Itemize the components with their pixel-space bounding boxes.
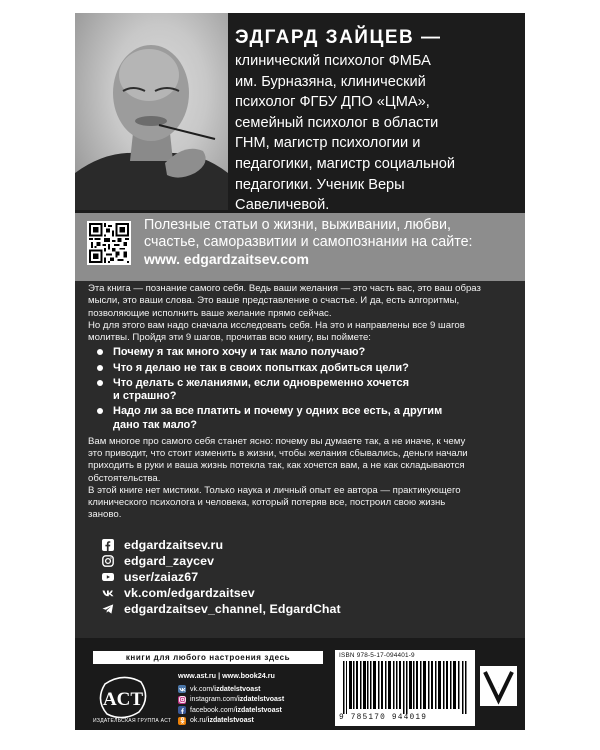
paragraph-line: приходить в руки и ваша жизнь потекла так, как хочется вам, а не как складываются [88,460,465,472]
cover-panel [75,13,525,730]
paragraph-line: Вам многое про самого себя станет ясно: почему вы думаете так, а не иначе, к чему [88,435,466,447]
author-bio-line: семейный психолог в области [235,114,439,131]
question-item: Почему я так много хочу и так мало получаю? [97,346,518,359]
author-bio-line: психолог ФГБУ ДПО «ЦМА», [235,94,430,111]
qr-code[interactable] [87,221,131,265]
questions-list [97,346,518,431]
paragraph-line: Но для этого вам надо сначала исследовать себя. На это и направлены все 9 шагов [88,319,465,331]
author-portrait-illustration [75,13,228,210]
social-link-text: edgard_zaycev [124,554,215,568]
author-bio [235,51,519,216]
publisher-link-vk[interactable]: vk.com/izdatelstvoast [178,684,284,695]
social-link-text: user/zaiaz67 [124,570,199,584]
barcode-bars-icon [343,661,467,714]
facebook-icon [102,539,114,551]
age-badge-text: V [498,688,499,689]
publisher-panel [75,638,525,730]
paragraph-line: молитвы. Пройдя эти 9 шагов, прочитав всю книгу, вы поймете: [88,332,371,344]
isbn-number: ISBN 978-5-17-094401-9 [339,652,415,659]
author-bio-line: им. Бурназяна, клинический [235,73,426,90]
description-text [88,283,518,522]
question-item: Что делать с желаниями, если одновременно хочется и страшно? [97,377,518,403]
publisher-links [178,671,284,726]
question-item: Что я делаю не так в своих попытках добиться цели? [97,362,518,375]
qr-description-line: счастье, саморазвитии и самопознании на сайте: [144,234,473,250]
qr-band [75,213,525,281]
instagram-icon [178,696,186,704]
paragraph-2 [88,436,518,522]
paragraph-line: Эта книга — познание самого себя. Ведь ваши желания — это часть вас, это ваш образ [88,283,481,294]
ast-logo-icon [95,672,151,722]
qr-description [144,217,522,251]
author-bio-line: ГНМ, магистр психологии и [235,135,421,152]
question-item: Надо ли за все платить и почему у одних все есть, а другим дано так мало? [97,405,518,431]
social-link-telegram[interactable] [102,601,402,617]
barcode [335,650,475,726]
instagram-icon [102,555,114,567]
paragraph-line: позволяющие исполнить ваше желание прямо сейчас. [88,307,332,319]
age-rating-badge-icon [480,666,517,706]
telegram-icon [102,603,114,615]
social-link-text: edgardzaitsev_channel, EdgardChat [124,602,341,616]
author-bio-line: педагогики. Ученик Веры [235,176,405,193]
publisher-link-odnoklassniki[interactable]: ok.ru/izdatelstvoast [178,716,284,727]
qr-description-line: Полезные статьи о жизни, выживании, любви, [144,217,451,233]
publisher-sites[interactable]: www.ast.ru | www.book24.ru [178,671,275,680]
paragraph-line: мысли, это ваши слова. Это ваше представление о счастье. И да, есть алгоритмы, [88,295,460,307]
publisher-name: ИЗДАТЕЛЬСКАЯ ГРУППА АСТ [93,718,172,724]
author-bio-line: Савеличевой. [235,197,330,214]
social-link-text: edgardzaitsev.ru [124,538,224,552]
ast-logo-text: ACT [102,689,144,710]
author-social-links [102,537,402,617]
website-link[interactable]: www. edgardzaitsev.com [144,251,309,267]
vk-icon [102,587,114,599]
paragraph-line: клинического психолога и человека, который потеряв все, построил свою жизнь [88,497,446,509]
publisher-link-facebook[interactable]: facebook.com/izdatelstvoast [178,705,284,716]
paragraph-line: это приводит, что стоит изменить в жизни, чтобы желания сбывались, деньги начали [88,448,468,459]
author-bio-line: педагогики, магистр социальной [235,155,455,172]
social-link-text: vk.com/edgardzaitsev [124,586,255,600]
paragraph-line: заново. [88,509,122,521]
author-photo [75,13,228,210]
publisher-link-instagram[interactable]: instagram.com/izdatelstvoast [178,695,284,706]
paragraph-line: обстоятельства. [88,472,161,484]
facebook-icon [178,706,186,714]
barcode-digits: 9 785170 944019 [339,714,428,722]
author-block [75,13,525,213]
publisher-tagline: книги для любого настроения здесь [93,651,323,664]
social-link-facebook[interactable] [102,537,402,553]
qr-code-icon [89,223,129,263]
author-name: ЭДГАРД ЗАЙЦЕВ — [235,27,442,48]
youtube-icon [102,571,114,583]
author-bio-line: клинический психолог ФМБА [235,53,431,69]
vk-icon [178,685,186,693]
social-link-instagram[interactable] [102,553,402,569]
odnoklassniki-icon [178,717,186,725]
social-link-youtube[interactable] [102,569,402,585]
social-link-vk[interactable] [102,585,402,601]
paragraph-line: В этой книге нет мистики. Только наука и личный опыт ее автора — практикующего [88,484,461,496]
